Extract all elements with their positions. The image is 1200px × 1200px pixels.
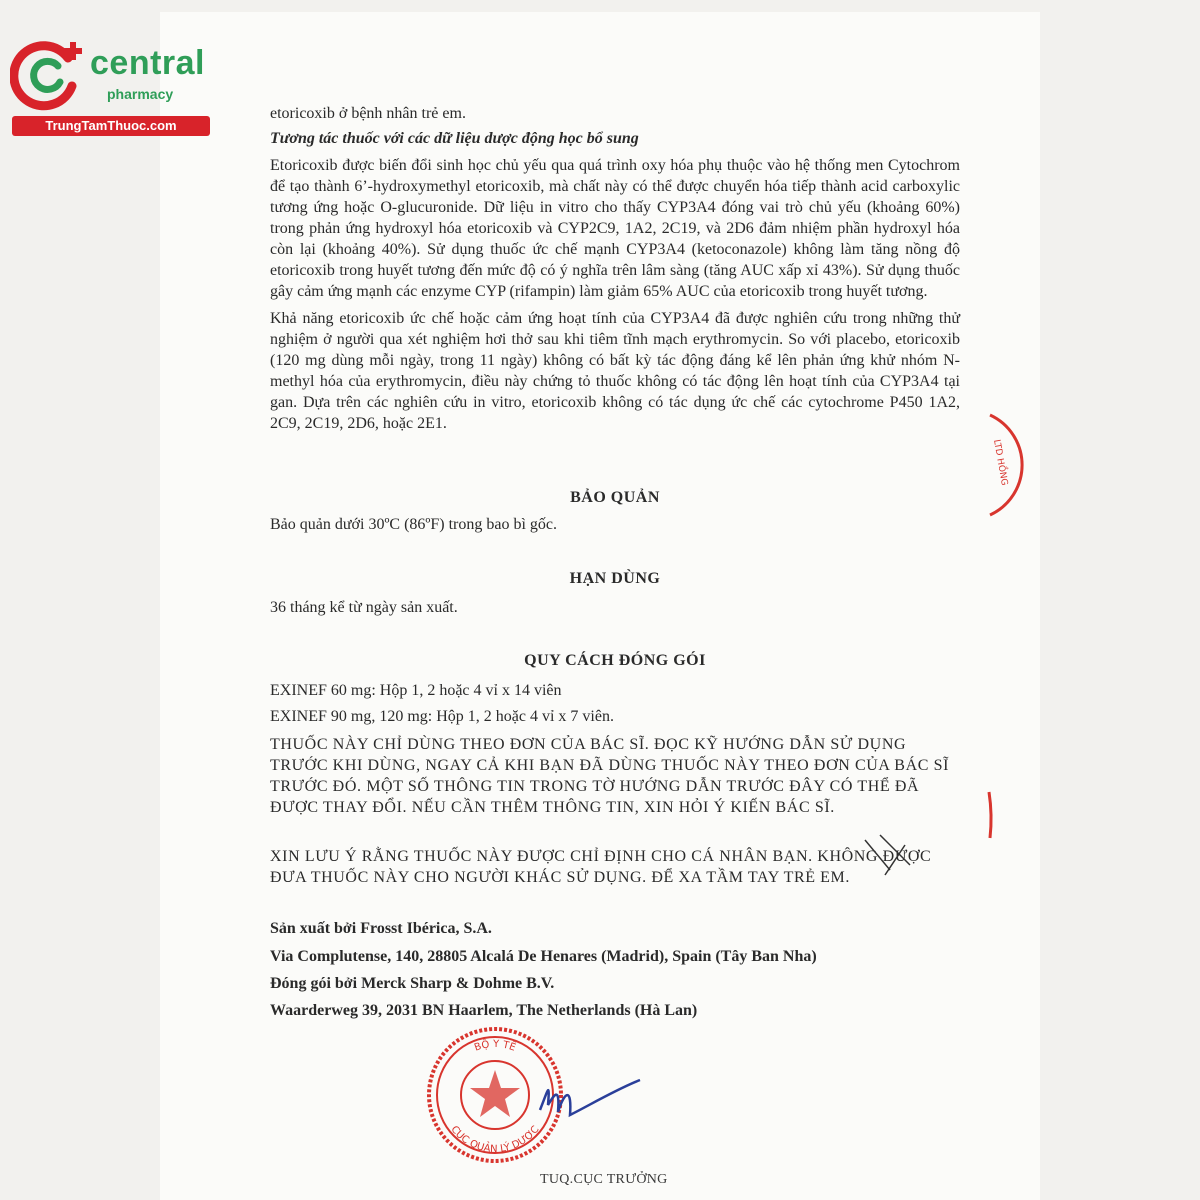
packaging-line-2: EXINEF 90 mg, 120 mg: Hộp 1, 2 hoặc 4 vỉ x 7 viên. <box>270 708 614 725</box>
side-mark <box>985 790 997 840</box>
prescription-warning: THUỐC NÀY CHỈ DÙNG THEO ĐƠN CỦA BÁC SĨ. ĐỌC KỸ HƯỚNG DẪN SỬ DỤNG TRƯỚC KHI DÙNG, NGAY CẢ KHI BẠN ĐÃ DÙNG THUỐC NÀY THEO ĐƠN CỦA BÁC SĨ TRƯỚC ĐÓ. MỘT SỐ THÔNG TIN TRONG TỜ HƯỚNG DẪN TRƯỚC ĐÂY CÓ THỂ ĐÃ ĐƯỢC THAY ĐỔI. NẾU CẦN THÊM THÔNG TIN, XIN HỎI Ý KIẾN BÁC SĨ. <box>270 736 950 816</box>
manufacturer-line-3: Đóng gói bởi Merck Sharp & Dohme B.V. <box>270 975 555 992</box>
seal-star-icon <box>470 1070 520 1117</box>
shelf-life-heading: HẠN DÙNG <box>569 570 661 587</box>
pk-section <box>270 128 960 440</box>
logo-site-link[interactable]: TrungTamThuoc.com <box>12 116 210 136</box>
packaging-line-1: EXINEF 60 mg: Hộp 1, 2 hoặc 4 vỉ x 14 viên <box>270 682 562 699</box>
storage-text: Bảo quản dưới 30ºC (86ºF) trong bao bì gốc. <box>270 516 558 533</box>
shelf-life-text: 36 tháng kể từ ngày sản xuất. <box>270 599 458 616</box>
pk-heading: Tương tác thuốc với các dữ liệu dược động học bổ sung <box>270 130 639 147</box>
central-pharmacy-logo[interactable] <box>10 36 215 136</box>
signature-title: TUQ.CỤC TRƯỞNG <box>540 1172 668 1187</box>
handwritten-mark <box>860 830 920 880</box>
intro-line: etoricoxib ở bệnh nhân trẻ em. <box>270 105 466 122</box>
storage-heading: BẢO QUẢN <box>570 489 660 506</box>
manufacturer-line-2: Via Complutense, 140, 28805 Alcalá De Henares (Madrid), Spain (Tây Ban Nha) <box>270 948 817 965</box>
logo-subtitle: pharmacy <box>107 86 174 102</box>
seal-top-text: BỘ Y TẾ <box>473 1038 518 1054</box>
side-stamp <box>980 410 1040 520</box>
packaging-heading: QUY CÁCH ĐÓNG GÓI <box>524 652 706 669</box>
pharmacy-cross-icon <box>10 36 90 116</box>
pk-paragraph-2: Khả năng etoricoxib ức chế hoặc cảm ứng hoạt tính của CYP3A4 đã được nghiên cứu trong những thử nghiệm ở người qua xét nghiệm hơi thở sau khi tiêm tĩnh mạch erythromycin. So với placebo, etoricoxib (120 mg dùng mỗi ngày, trong 11 ngày) không có bất kỳ tác động đáng kể lên phản ứng khử nhóm N-methyl hóa của erythromycin, điều này chứng tỏ thuốc không có tác động lên hoạt tính của CYP3A4 tại gan. Dựa trên các nghiên cứu in vitro, etoricoxib không có tác dụng ức chế các cytochrome P450 1A2, 2C9, 2C19, 2D6, hoặc 2E1. <box>270 310 960 432</box>
manufacturer-line-1: Sản xuất bởi Frosst Ibérica, S.A. <box>270 920 492 937</box>
manufacturer-line-4: Waarderweg 39, 2031 BN Haarlem, The Netherlands (Hà Lan) <box>270 1002 698 1019</box>
pk-paragraph-1: Etoricoxib được biến đổi sinh học chủ yếu qua quá trình oxy hóa phụ thuộc vào hệ thống men Cytochrom để tạo thành 6’-hydroxymethyl etoricoxib, mà chất này có thể được chuyển hóa tiếp thành acid carboxylic tương ứng hoặc O-glucuronide. Dữ liệu in vitro cho thấy CYP3A4 đóng vai trò chủ yếu (khoảng 60%) trong phản ứng hydroxyl hóa etoricoxib và CYP2C9, 1A2, 2C19, và 2D6 đảm nhiệm phần hydroxyl hóa còn lại (khoảng 40%). Sử dụng thuốc ức chế mạnh CYP3A4 (ketoconazole) không làm tăng nồng độ etoricoxib trong huyết tương đến mức độ có ý nghĩa trên lâm sàng (tăng AUC xấp xỉ 43%). Sử dụng thuốc gây cảm ứng mạnh các enzyme CYP (rifampin) làm giảm 65% AUC của etoricoxib trong huyết tương. <box>270 157 960 300</box>
signature <box>530 1070 650 1130</box>
personal-use-warning: XIN LƯU Ý RẰNG THUỐC NÀY ĐƯỢC CHỈ ĐỊNH CHO CÁ NHÂN BẠN. KHÔNG ĐƯỢC ĐƯA THUỐC NÀY CHO NGƯỜI KHÁC SỬ DỤNG. ĐỂ XA TẦM TAY TRẺ EM. <box>270 848 932 886</box>
seal-bottom-text: CỤC QUẢN LÝ DƯỢC <box>448 1124 542 1156</box>
side-stamp-text: LTD HỒNG <box>991 438 1009 487</box>
logo-brand: central <box>90 44 205 82</box>
